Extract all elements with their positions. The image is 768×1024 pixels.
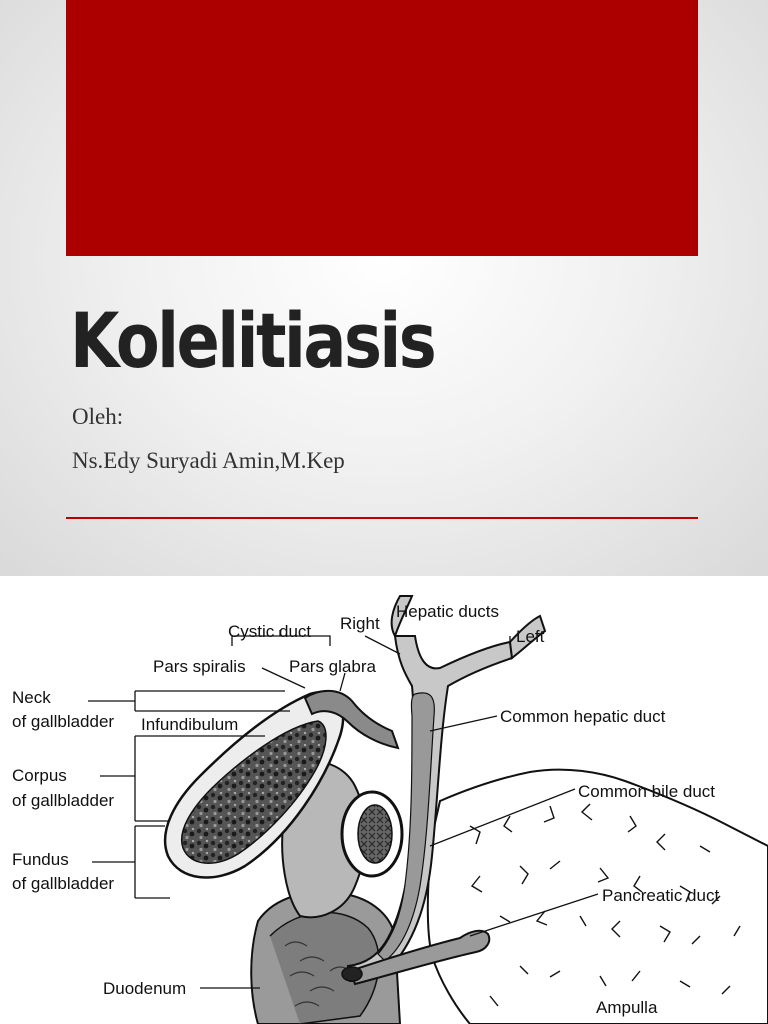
header-red-block: [66, 0, 698, 256]
label-right: Right: [340, 614, 380, 633]
label-fundus-line1: Fundus: [12, 850, 69, 869]
label-left: Left: [516, 627, 545, 646]
byline-label: Oleh:: [72, 404, 124, 429]
label-infundibulum: Infundibulum: [141, 715, 239, 734]
gallbladder-anatomy-diagram: [0, 576, 768, 1024]
label-duodenum: Duodenum: [103, 979, 187, 998]
label-hepatic-ducts: Hepatic ducts: [396, 602, 499, 621]
label-pars-spiralis: Pars spiralis: [153, 657, 246, 676]
label-neck-line2: of gallbladder: [12, 712, 115, 731]
label-pancreatic-duct: Pancreatic duct: [602, 886, 720, 905]
label-common-hepatic-duct: Common hepatic duct: [500, 707, 666, 726]
label-corpus-line1: Corpus: [12, 766, 67, 785]
label-cystic-duct: Cystic duct: [228, 622, 312, 641]
label-ampulla: Ampulla: [596, 998, 658, 1017]
author-name: Ns.Edy Suryadi Amin,M.Kep: [72, 448, 345, 473]
label-common-bile-duct: Common bile duct: [578, 782, 716, 801]
label-corpus-line2: of gallbladder: [12, 791, 115, 810]
label-fundus-line2: of gallbladder: [12, 874, 115, 893]
label-pars-glabra: Pars glabra: [289, 657, 376, 676]
slide-title: Kolelitiasis: [70, 296, 435, 385]
red-divider: [66, 517, 698, 519]
label-neck-line1: Neck: [12, 688, 51, 707]
